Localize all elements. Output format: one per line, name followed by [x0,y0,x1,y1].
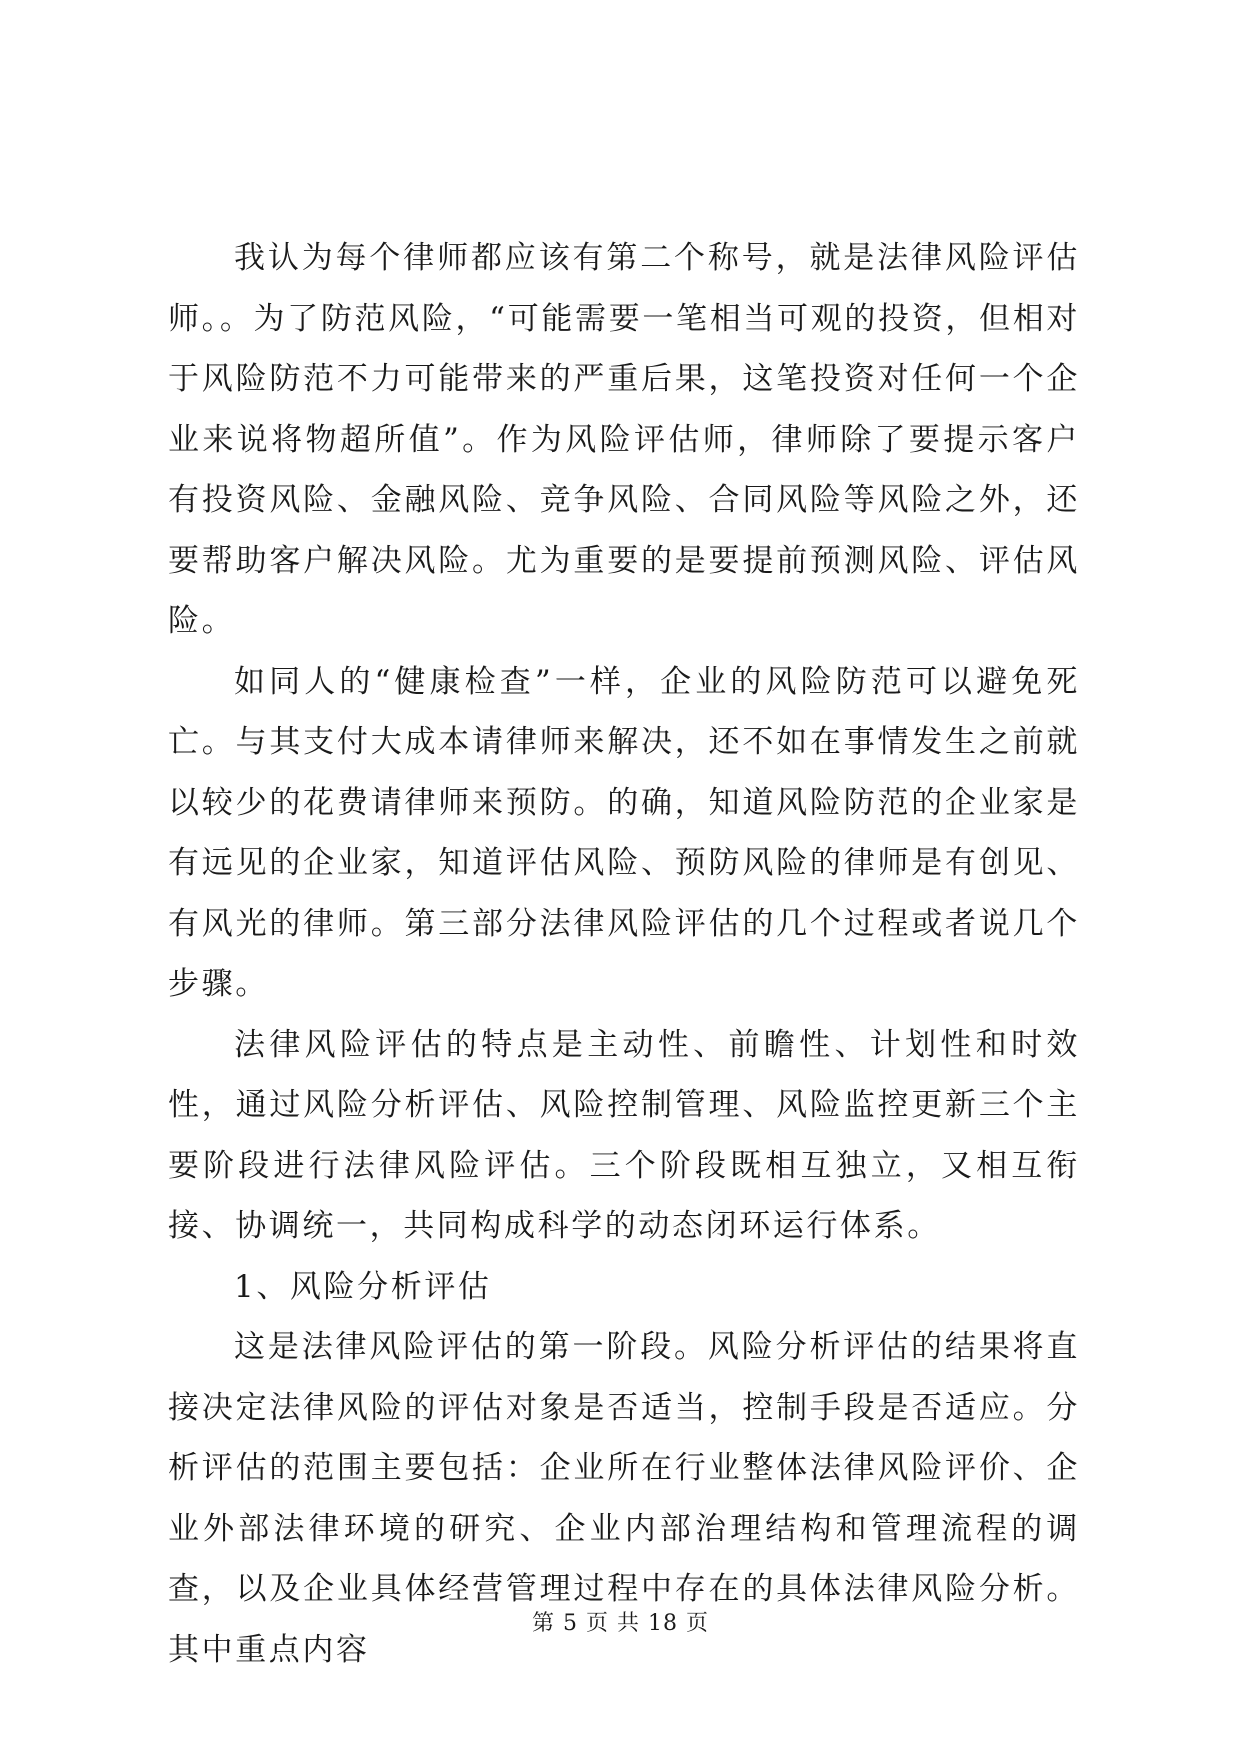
paragraph-assessment-features: 法律风险评估的特点是主动性、前瞻性、计划性和时效性，通过风险分析评估、风险控制管理、风险监控更新三个主要阶段进行法律风险评估。三个阶段既相互独立，又相互衔接、协调统一，共同构成科学的动态闭环运行体系。 [168,1026,1080,1244]
paragraph-lawyer-risk-assessor: 我认为每个律师都应该有第二个称号，就是法律风险评估师。。为了防范风险，“可能需要一笔相当可观的投资，但相对于风险防范不力可能带来的严重后果，这笔投资对任何一个企业来说将物超所值”。作为风险评估师，律师除了要提示客户有投资风险、金融风险、竞争风险、合同风险等风险之外，还要帮助客户解决风险。尤为重要的是要提前预测风险、评估风险。 [168,240,1080,639]
document-body [168,228,1080,1680]
paragraph-health-check-analogy: 如同人的“健康检查”一样，企业的风险防范可以避免死亡。与其支付大成本请律师来解决，还不如在事情发生之前就以较少的花费请律师来预防。的确，知道风险防范的企业家是有远见的企业家，知道评估风险、预防风险的律师是有创见、有风光的律师。第三部分法律风险评估的几个过程或者说几个步骤。 [168,663,1080,1002]
paragraph-risk-analysis-stage: 这是法律风险评估的第一阶段。风险分析评估的结果将直接决定法律风险的评估对象是否适当，控制手段是否适应。分析评估的范围主要包括：企业所在行业整体法律风险评价、企业外部法律环境的研究、企业内部治理结构和管理流程的调查，以及企业具体经营管理过程中存在的具体法律风险分析。其中重点内容 [168,1329,1080,1668]
page-number-footer: 第 5 页 共 18 页 [532,1611,709,1636]
section-heading-risk-analysis: 1、风险分析评估 [234,1268,492,1305]
